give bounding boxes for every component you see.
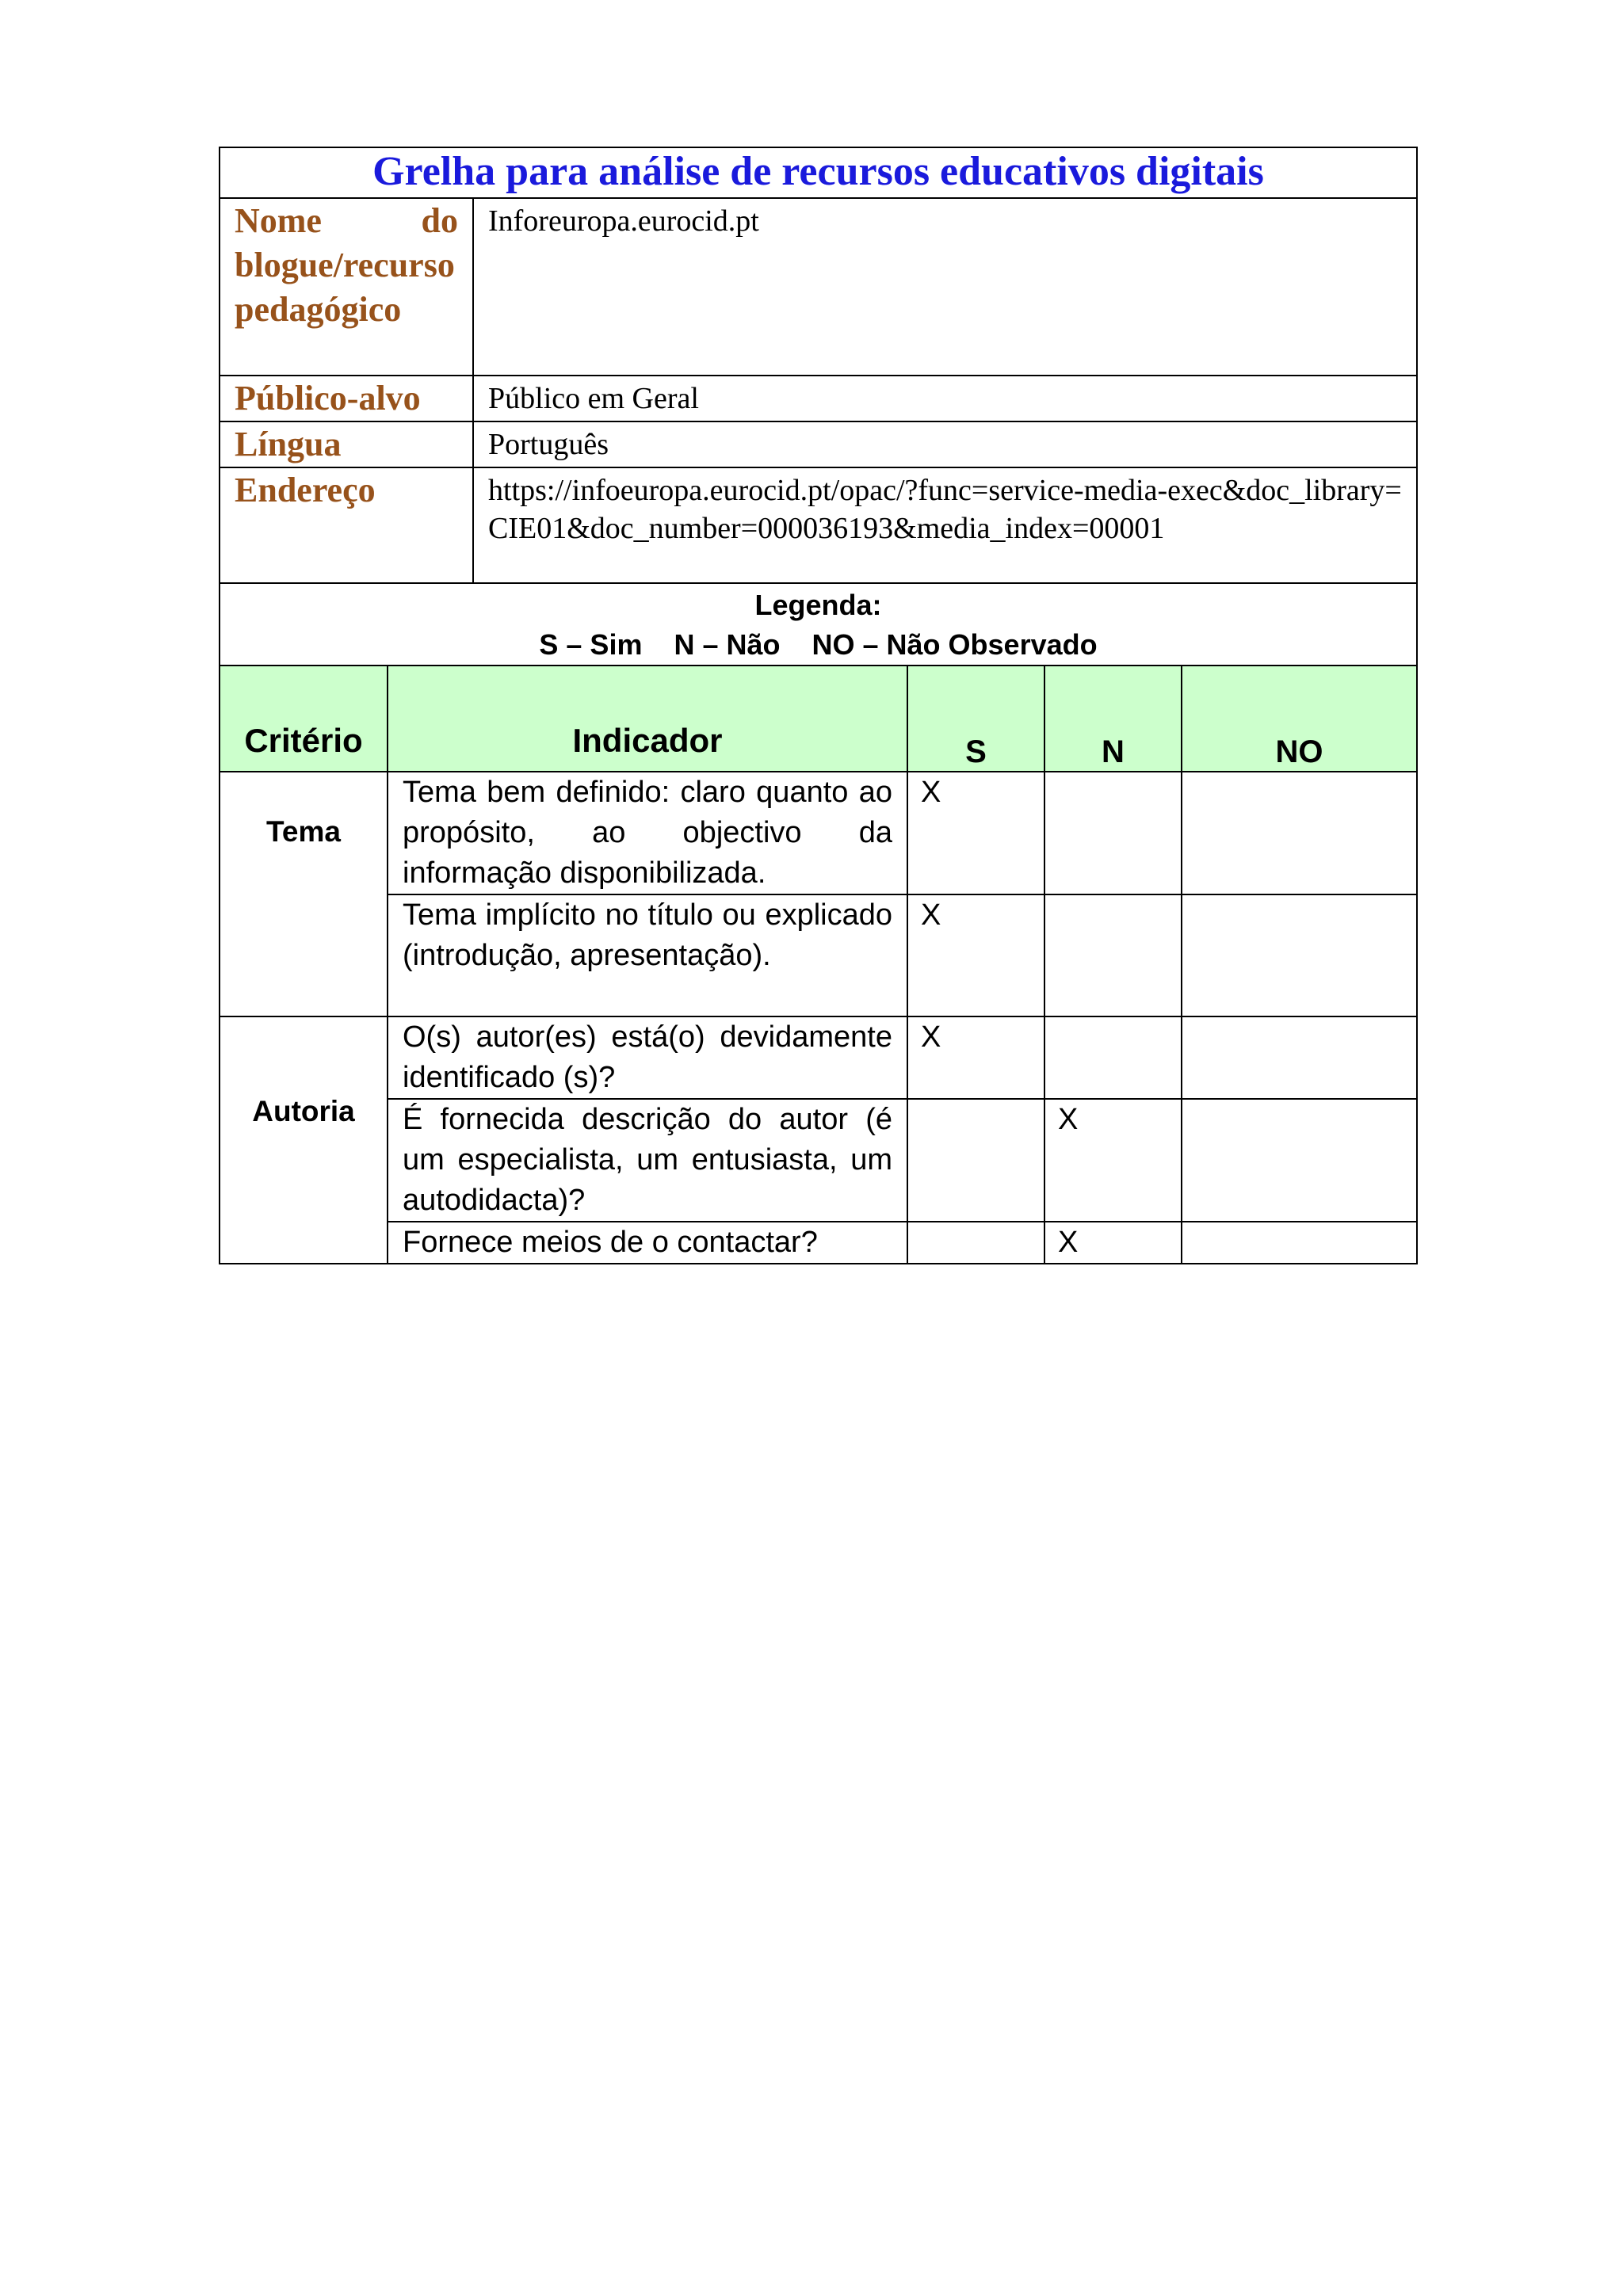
info-row-address bbox=[220, 467, 1417, 583]
legend-title: Legenda: bbox=[754, 589, 882, 621]
header-s: S bbox=[907, 666, 1044, 772]
mark-n bbox=[1044, 772, 1182, 894]
table-row bbox=[220, 1016, 1417, 1099]
mark-n bbox=[1044, 894, 1182, 1016]
mark-s: X bbox=[907, 894, 1044, 1016]
table-row bbox=[220, 772, 1417, 894]
table-row bbox=[220, 1099, 1417, 1222]
header-no: NO bbox=[1182, 666, 1417, 772]
criteria-header-row bbox=[220, 666, 1417, 772]
criterion-tema: Tema bbox=[220, 772, 388, 1016]
mark-s: X bbox=[907, 1016, 1044, 1099]
info-row-language bbox=[220, 421, 1417, 467]
value-language: Português bbox=[473, 421, 1417, 467]
value-audience: Público em Geral bbox=[473, 376, 1417, 421]
indicator-text: O(s) autor(es) está(o) devidamente identificado (s)? bbox=[388, 1016, 907, 1099]
mark-s bbox=[907, 1222, 1044, 1264]
info-row-audience bbox=[220, 376, 1417, 421]
header-indicador: Indicador bbox=[388, 666, 907, 772]
indicator-text: Tema implícito no título ou explicado (introdução, apresentação). bbox=[388, 894, 907, 1016]
mark-no bbox=[1182, 772, 1417, 894]
mark-n: X bbox=[1044, 1099, 1182, 1222]
table-row bbox=[220, 1222, 1417, 1264]
info-row-name bbox=[220, 198, 1417, 376]
value-address: https://infoeuropa.eurocid.pt/opac/?func=service-media-exec&doc_library=CIE01&doc_number=000036193&media_index=00001 bbox=[473, 467, 1417, 583]
header-n: N bbox=[1044, 666, 1182, 772]
label-resource-name: Nome do blogue/recurso pedagógico bbox=[220, 198, 473, 376]
indicator-text: Fornece meios de o contactar? bbox=[388, 1222, 907, 1264]
criteria-table bbox=[219, 666, 1418, 1264]
mark-n bbox=[1044, 1016, 1182, 1099]
title-row bbox=[220, 147, 1417, 198]
legend bbox=[220, 583, 1417, 666]
mark-n: X bbox=[1044, 1222, 1182, 1264]
header-criterio: Critério bbox=[220, 666, 388, 772]
mark-s: X bbox=[907, 772, 1044, 894]
table-row bbox=[220, 894, 1417, 1016]
indicator-text: É fornecida descrição do autor (é um especialista, um entusiasta, um autodidacta)? bbox=[388, 1099, 907, 1222]
mark-no bbox=[1182, 1099, 1417, 1222]
criterion-autoria: Autoria bbox=[220, 1016, 388, 1264]
legend-row bbox=[220, 583, 1417, 666]
mark-no bbox=[1182, 1222, 1417, 1264]
evaluation-sheet bbox=[219, 147, 1418, 1264]
sheet-title: Grelha para análise de recursos educativos digitais bbox=[220, 147, 1417, 198]
value-resource-name: Inforeuropa.eurocid.pt bbox=[473, 198, 1417, 376]
legend-items: S – Sim N – Não NO – Não Observado bbox=[539, 628, 1098, 661]
label-language: Língua bbox=[220, 421, 473, 467]
mark-s bbox=[907, 1099, 1044, 1222]
indicator-text: Tema bem definido: claro quanto ao propósito, ao objectivo da informação disponibilizada. bbox=[388, 772, 907, 894]
mark-no bbox=[1182, 1016, 1417, 1099]
info-table bbox=[219, 147, 1418, 666]
mark-no bbox=[1182, 894, 1417, 1016]
label-audience: Público-alvo bbox=[220, 376, 473, 421]
label-address: Endereço bbox=[220, 467, 473, 583]
